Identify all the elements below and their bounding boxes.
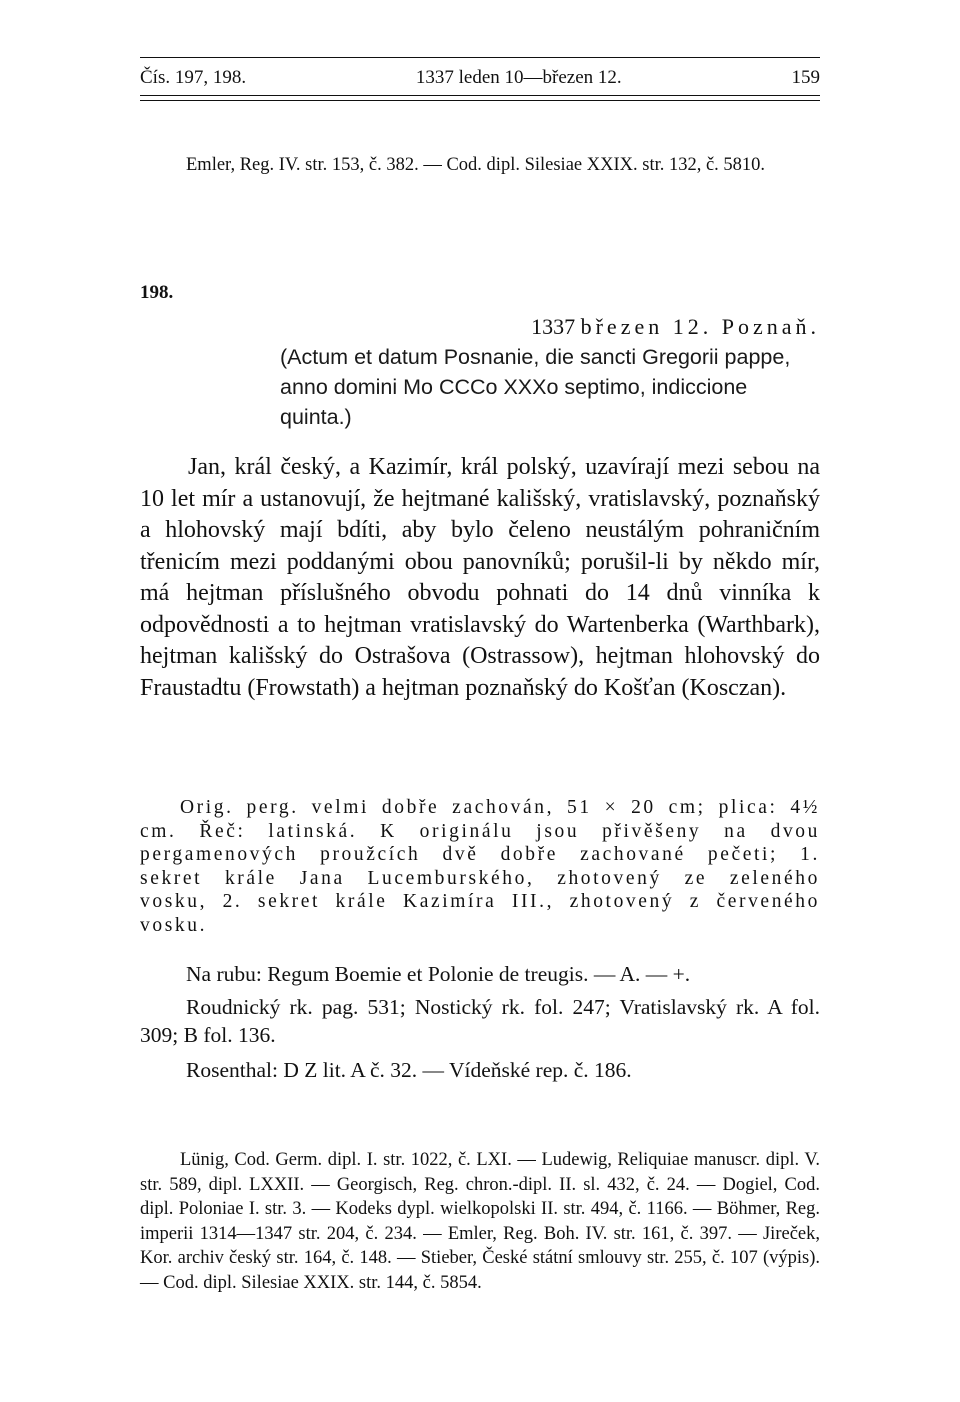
header-rule-bottom-2 [140, 100, 820, 101]
dorsal-note: Na rubu: Regum Boemie et Polonie de treugis. — A. — +. [186, 962, 691, 986]
header-rule-top [140, 57, 820, 58]
entry-number: 198. [140, 282, 174, 303]
running-head-center: 1337 leden 10—březen 12. [415, 67, 622, 88]
previous-entry-reference: Emler, Reg. IV. str. 153, č. 382. — Cod. dipl. Silesiae XXIX. str. 132, č. 5810. [186, 155, 766, 175]
entry-date-place [280, 312, 820, 342]
archival-notes [140, 960, 820, 1090]
rosenthal-note: Rosenthal: D Z lit. A č. 32. — Vídeňské rep. č. 186. [186, 1057, 632, 1082]
header-rule-bottom-1 [140, 95, 820, 96]
copies-note: Roudnický rk. pag. 531; Nostický rk. fol. 247; Vratislavský rk. A fol. 309; B fol. 136. [140, 994, 820, 1047]
running-head-left: Čís. 197, 198. [140, 67, 247, 88]
page-number: 159 [791, 67, 820, 88]
entry-date-rest: březen 12. Poznaň. [580, 314, 820, 339]
charter-description: Orig. perg. velmi dobře zachován, 51 × 20 cm; plica: 4½ cm. Řeč: latinská. K originálu jsou přivěšeny na dvou pergamenových proužcích dvě dobře zachované pečeti; 1. sekret krále Jana Lucemburského, zhotovený ze zeleného vosku, 2. sekret krále Kazimíra III., zhotovený z červeného vosku. [140, 797, 820, 936]
running-head [140, 66, 820, 90]
actum-clause: (Actum et datum Posnanie, die sancti Gregorii pappe, anno domini Mo CCCo XXXo septimo, indiccione quinta.) [280, 345, 791, 429]
literature-references: Lünig, Cod. Germ. dipl. I. str. 1022, č. LXI. — Ludewig, Reliquiae manuscr. dipl. V. str. 589, dipl. LXXII. — Georgisch, Reg. chron.-dipl. II. sl. 432, č. 24. — Dogiel, Cod. dipl. Poloniae I. str. 3. — Kodeks dypl. wielkopolski II. str. 494, č. 1166. — Böhmer, Reg. imperii 1314—1347 str. 204, č. 234. — Emler, Reg. Boh. IV. str. 161, č. 397. — Jireček, Kor. archiv český str. 164, č. 148. — Stieber, České státní smlouvy str. 255, č. 107 (výpis). — Cod. dipl. Silesiae XXIX. str. 144, č. 5854. [140, 1150, 820, 1293]
entry-date-year: 1337 [531, 314, 576, 339]
regest-text: Jan, král český, a Kazimír, král polský, uzavírají mezi sebou na 10 let mír a ustanovují, že hejtmané kališský, vratislavský, poznaňský a hlohovský mají bdíti, aby bylo čeleno neustálým pohraničním třenicím mezi poddanými obou panovníků; porušil-li by někdo mír, má hejtman příslušného obvodu pohnati do 14 dnů vinníka k odpovědnosti a to hejtman vratislavský do Wartenberka (Warthbark), hejtman kališský do Ostrašova (Ostrassow), hejtman hlohovský do Fraustadtu (Frowstath) a hejtman poznaňský do Košťan (Kosczan). [140, 454, 820, 701]
